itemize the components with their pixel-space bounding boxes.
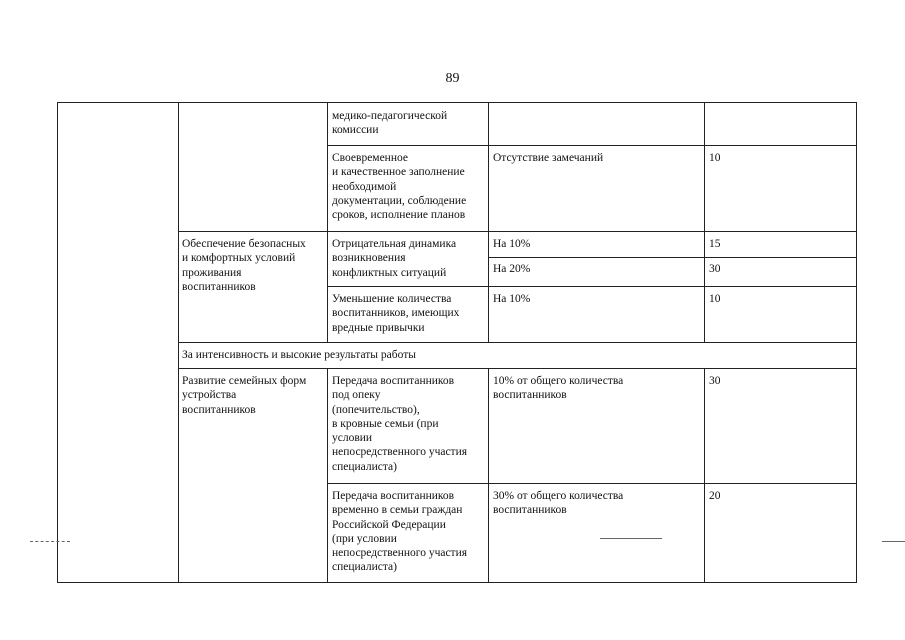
row-divider bbox=[327, 145, 856, 146]
score-cell: 10 bbox=[709, 293, 721, 305]
criterion-cell: На 10% bbox=[493, 238, 531, 250]
indicator-cell: Уменьшение количества воспитанников, имеющих вредные привычки bbox=[332, 293, 460, 334]
row-divider bbox=[178, 368, 856, 369]
score-cell: 10 bbox=[709, 152, 721, 164]
criterion-cell: На 20% bbox=[493, 263, 531, 275]
page-number: 89 bbox=[445, 71, 460, 86]
fold-mark bbox=[30, 541, 70, 542]
direction-cell: Обеспечение безопасных и комфортных условий проживания воспитанников bbox=[182, 238, 306, 293]
row-divider bbox=[178, 231, 856, 232]
score-cell: 15 bbox=[709, 238, 721, 250]
indicator-cell: Передача воспитанников временно в семьи граждан Российской Федерации (при условии непосредственного участия специалиста) bbox=[332, 490, 468, 574]
criteria-table bbox=[57, 102, 857, 583]
criterion-cell: 10% от общего количества воспитанников bbox=[493, 375, 624, 402]
row-divider bbox=[327, 483, 856, 484]
indicator-cell: Передача воспитанников под опеку (попечительство), в кровные семьи (при условии непосредственного участия специалиста) bbox=[332, 375, 468, 473]
criterion-cell: Отсутствие замечаний bbox=[493, 152, 604, 164]
score-cell: 30 bbox=[709, 263, 721, 275]
indicator-cell: медико-педагогической комиссии bbox=[332, 110, 448, 137]
criterion-cell: 30% от общего количества воспитанников bbox=[493, 490, 624, 517]
criterion-cell: На 10% bbox=[493, 293, 531, 305]
indicator-cell: Своевременное и качественное заполнение необходимой документации, соблюдение сроков, исполнение планов bbox=[332, 152, 467, 222]
score-cell: 20 bbox=[709, 490, 721, 502]
row-divider bbox=[488, 257, 856, 258]
indicator-cell: Отрицательная динамика возникновения конфликтных ситуаций bbox=[332, 238, 457, 279]
scan-mark bbox=[600, 538, 662, 539]
fold-mark bbox=[882, 541, 905, 542]
section-heading: За интенсивность и высокие результаты работы bbox=[182, 349, 416, 361]
score-cell: 30 bbox=[709, 375, 721, 387]
row-divider bbox=[327, 286, 856, 287]
direction-cell: Развитие семейных форм устройства воспитанников bbox=[182, 375, 307, 416]
